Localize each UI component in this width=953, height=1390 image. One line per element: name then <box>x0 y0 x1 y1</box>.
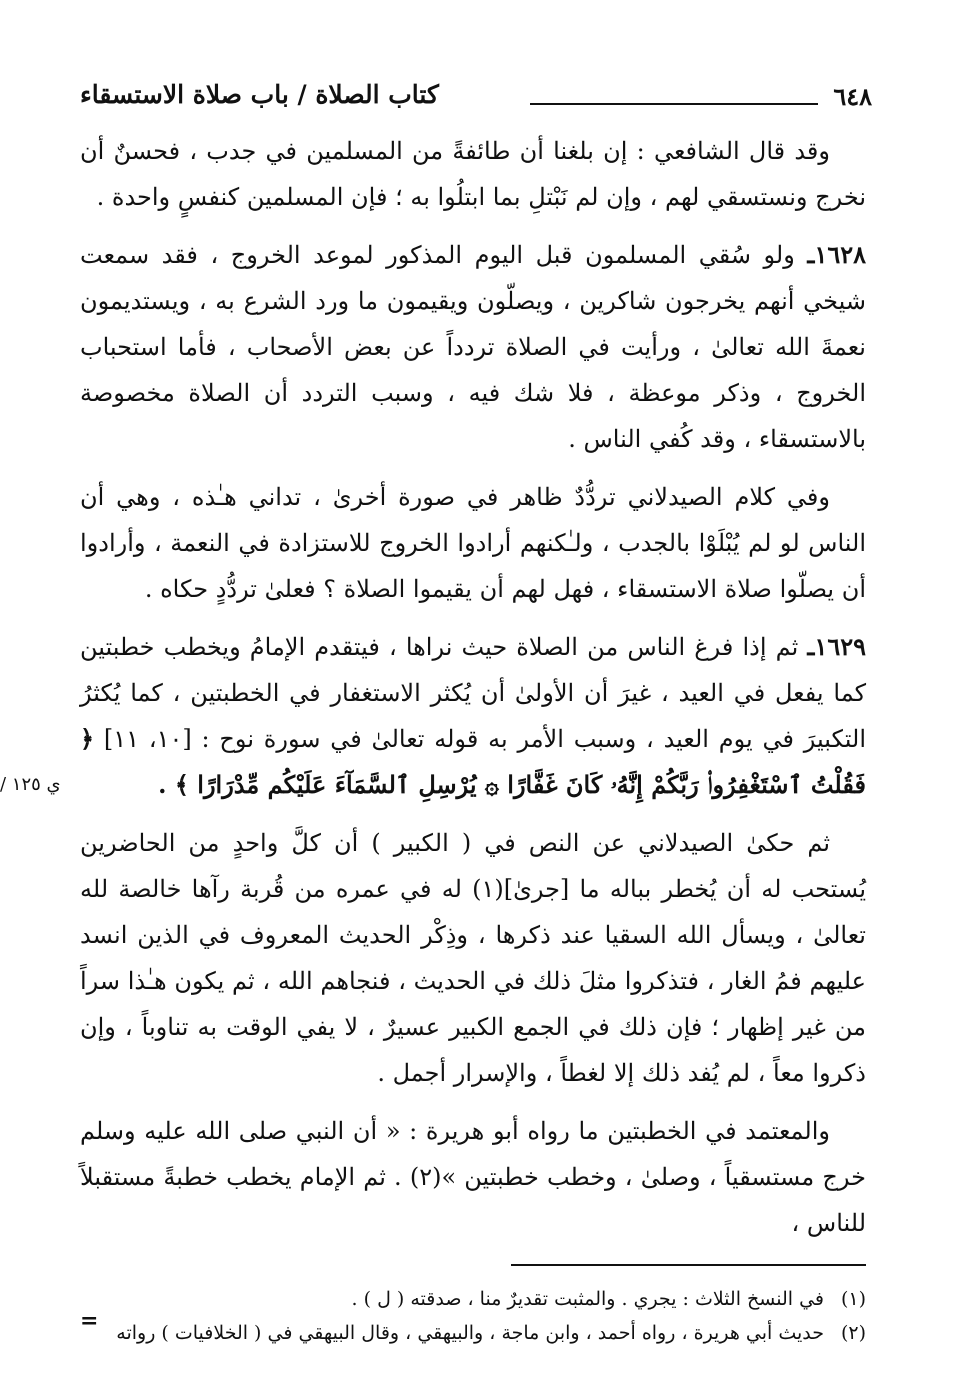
running-title: كتاب الصلاة / باب صلاة الاستسقاء <box>80 80 439 109</box>
paragraph-1628 <box>80 232 866 462</box>
footnote-2-number: (٢) <box>840 1322 866 1344</box>
paragraph-5-text: ثم حكىٰ الصيدلاني عن النص في ( الكبير ) أن كلَّ واحدٍ من الحاضرين يُستحب له أن يُخطر بباله ما [جرىٰ](١) له في عمره من قُربة رآها خالصة لله تعالىٰ ، ويسأل الله السقيا عند ذكرها ، وذِكْر الحديث المعروف في الذين انسد عليهم فمُ الغار ، فتذكروا مثلَ ذلك في الحديث ، فنجاهم الله ، ثم يكون هـٰذا سراً من غير إظهار ؛ فإن ذلك في الجمع الكبير عسيرٌ ، لا يفي الوقت به تناوباً ، وإن ذكروا معاً ، لم يُفد ذلك إلا لغطاً ، والإسرار أجمل . <box>80 829 866 1087</box>
paragraph-6-text: والمعتمد في الخطبتين ما رواه أبو هريرة : « أن النبي صلى الله عليه وسلم خرج مستسقياً ، وصلىٰ ، وخطب خطبتين »(٢) . ثم الإمام يخطب خطبةً مستقبلاً للناس ، <box>80 1117 866 1237</box>
footnote-2-text: حديث أبي هريرة ، رواه أحمد ، وابن ماجة ، والبيهقي ، وقال البيهقي في ( الخلافيات ) رواته <box>116 1322 824 1344</box>
footnote-rule <box>511 1264 866 1266</box>
paragraph-1-text: وقد قال الشافعي : إن بلغنا أن طائفةً من المسلمين في جدب ، فحسنٌ أن نخرج ونستسقي لهم ، وإن لم نَبْتلِ بما ابتلُوا به ؛ فإن المسلمين كنفسٍ واحدة . <box>80 137 866 211</box>
footnote-1 <box>80 1282 866 1316</box>
paragraph-6 <box>80 1108 866 1246</box>
continuation-mark: = <box>80 1308 99 1334</box>
page-header <box>80 70 872 122</box>
section-number-1629: ١٦٢٩ـ <box>807 632 866 661</box>
paragraph-1629 <box>0 624 867 808</box>
paragraph-1 <box>80 128 866 220</box>
header-rule <box>530 103 818 105</box>
footnote-2 <box>80 1316 866 1350</box>
quran-verse: ﴿ فَقُلْتُ ٱسْتَغْفِرُوا۟ رَبَّكُمْ إِنَّهُۥ كَانَ غَفَّارًا ۞ يُرْسِلِ ٱلسَّمَآءَ عَلَيْكُم مِّدْرَارًا ﴾ . <box>80 724 866 799</box>
page-number: ٦٤٨ <box>833 82 872 111</box>
paragraph-1629-text: ثم إذا فرغ الناس من الصلاة حيث نراها ، فيتقدم الإمامُ ويخطب خطبتين كما يفعل في العيد ، غيرَ أن الأولىٰ أن يُكثر الاستغفار في الخطبتين ، كما يُكثرُ التكبيرَ في يوم العيد ، وسبب الأمر به قوله تعالىٰ في سورة نوح : [١٠، ١١] <box>80 633 867 753</box>
margin-note: ي ١٢٥ / <box>0 774 61 795</box>
footnote-1-text: في النسخ الثلاث : يجري . والمثبت تقديرٌ منا ، صدقته ( ل ) . <box>351 1288 824 1310</box>
paragraph-3 <box>80 474 866 612</box>
paragraph-1628-text: ولو سُقي المسلمون قبل اليوم المذكور لموعد الخروج ، فقد سمعت شيخي أنهم يخرجون شاكرين ، ويصلّون ويقيمون ما ورد الشرع به ، ويستديمون نعمةَ الله تعالىٰ ، ورأيت في الصلاة تردداً عن بعض الأصحاب ، فأما استحباب الخروج ، وذكر موعظة ، فلا شك فيه ، وسبب التردد أن الصلاة مخصوصة بالاستسقاء ، وقد كُفي الناس . <box>80 241 866 453</box>
footnote-1-number: (١) <box>840 1288 866 1310</box>
paragraph-3-text: وفي كلام الصيدلاني تردُّدٌ ظاهر في صورة أخرىٰ ، تداني هـٰذه ، وهي أن الناس لو لم يُبْلَوْا بالجدب ، ولـٰكنهم أرادوا الخروج للاستزادة في النعمة ، وأرادوا أن يصلّوا صلاة الاستسقاء ، فهل لهم أن يقيموا الصلاة ؟ فعلىٰ تردُّدٍ حكاه . <box>80 483 866 603</box>
paragraph-5 <box>80 820 866 1096</box>
section-number-1628: ١٦٢٨ـ <box>807 240 866 269</box>
page <box>0 70 872 1350</box>
